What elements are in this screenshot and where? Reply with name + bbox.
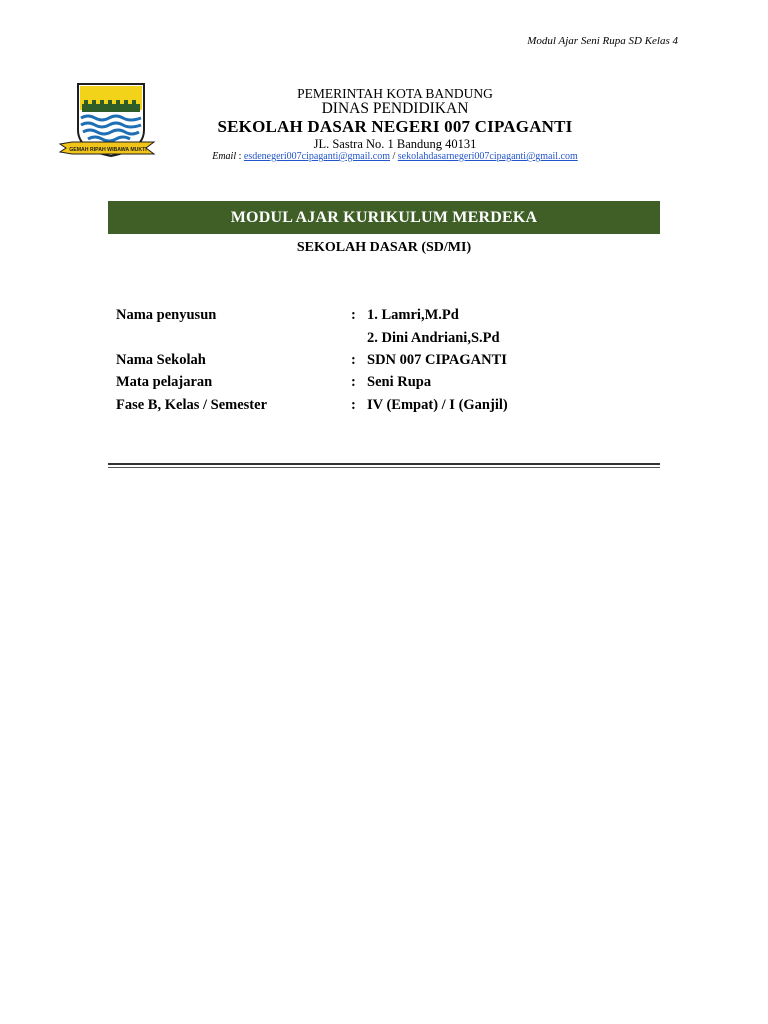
running-header: Modul Ajar Seni Rupa SD Kelas 4 [527,35,678,47]
info-colon: : [351,374,356,390]
email-link-secondary[interactable]: sekolahdasarnegeri007cipaganti@gmail.com [397,151,578,162]
school-address: JL. Sastra No. 1 Bandung 40131 [313,137,477,151]
info-row-author-2 [116,330,676,350]
info-row-author [116,307,676,327]
info-value: 1. Lamri,M.Pd [367,307,459,323]
email-line [130,151,660,162]
info-value: IV (Empat) / I (Ganjil) [367,397,508,413]
school-name: SEKOLAH DASAR NEGERI 007 CIPAGANTI [217,117,573,136]
info-row-school [116,352,676,372]
email-separator: : [236,151,244,162]
info-value: SDN 007 CIPAGANTI [367,352,507,368]
info-value: 2. Dini Andriani,S.Pd [367,330,500,346]
info-colon: : [351,397,356,413]
info-label: Mata pelajaran [116,374,213,390]
document-title-band: MODUL AJAR KURIKULUM MERDEKA [108,201,660,234]
section-divider-thin [108,467,660,468]
info-value: Seni Rupa [367,374,432,390]
info-label: Fase B, Kelas / Semester [116,397,268,413]
department-name: DINAS PENDIDIKAN [321,100,469,117]
info-row-subject [116,374,676,394]
section-divider [108,463,660,465]
email-separator-slash: / [390,151,398,162]
document-subtitle: SEKOLAH DASAR (SD/MI) [296,240,472,255]
info-colon: : [351,352,356,368]
government-name: PEMERINTAH KOTA BANDUNG [297,86,493,101]
info-label: Nama penyusun [116,307,217,323]
info-row-phase-class [116,397,676,417]
info-label: Nama Sekolah [116,352,206,368]
email-link-primary[interactable]: esdenegeri007cipaganti@gmail.com [243,151,390,162]
info-colon: : [351,307,356,323]
svg-text:GEMAH RIPAH WIBAWA MUKTI: GEMAH RIPAH WIBAWA MUKTI [69,147,147,153]
email-label: Email [212,151,237,162]
